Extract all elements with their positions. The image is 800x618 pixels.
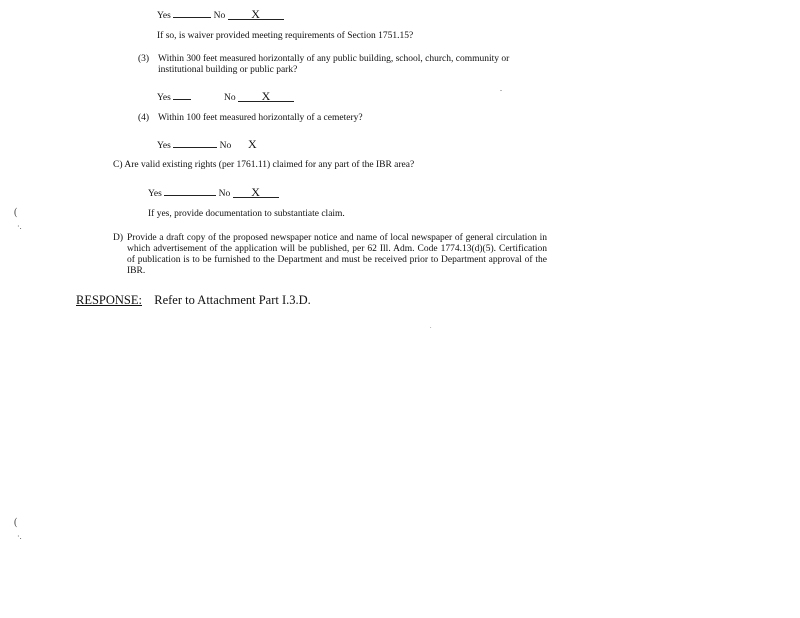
binder-hole-mark-bottom: ( [14,517,18,528]
yes-no-row-4 [157,138,257,152]
yes-blank [173,138,217,148]
no-label: No [219,141,232,151]
response-line [76,293,311,307]
yes-label: Yes [157,93,171,103]
waiver-question: If so, is waiver provided meeting requirements of Section 1751.15? [157,31,414,41]
binder-hole-mark-bottom-dots: ·. [17,532,22,541]
no-mark: X [233,187,279,198]
binder-hole-mark-top: ( [14,207,18,218]
scan-speck: . [430,324,432,330]
item-c-text: C) Are valid existing rights (per 1761.11) claimed for any part of the IBR area? [113,160,415,170]
no-label: No [218,189,231,199]
binder-hole-mark-top-dots: ·. [17,222,22,231]
yes-no-row-3 [157,90,294,104]
item-4-text: Within 100 feet measured horizontally of a cemetery? [158,113,363,123]
yes-no-row-1 [157,8,284,22]
yes-label: Yes [148,189,162,199]
yes-blank [164,186,216,196]
no-mark: X [247,137,257,151]
item-4-number: (4) [138,113,150,123]
no-mark: X [228,9,284,20]
item-3-text-line1: Within 300 feet measured horizontally of any public building, school, church, community or [158,54,510,64]
yes-blank [173,8,211,18]
item-d-letter: D) [113,233,124,243]
yes-no-row-c [148,186,279,200]
item-d-text: Provide a draft copy of the proposed newspaper notice and name of local newspaper of general circulation in which advertisement of the application will be published, per 62 Ill. Adm. Code 1774.13(d)(5). Certification of publication is to be furnished to the Department and must be received prior to Department approval of the IBR. [127,233,547,276]
no-label: No [223,93,236,103]
yes-label: Yes [157,141,171,151]
item-3-number: (3) [138,54,150,64]
item-3-text-line2: institutional building or public park? [158,65,298,75]
response-text: Refer to Attachment Part I.3.D. [154,293,311,307]
yes-label: Yes [157,11,171,21]
response-label: RESPONSE: [76,293,142,307]
item-c-if-yes: If yes, provide documentation to substantiate claim. [148,209,345,219]
no-mark: X [238,91,294,102]
no-label: No [213,11,226,21]
yes-blank [173,90,191,100]
scan-speck: - [500,88,502,94]
